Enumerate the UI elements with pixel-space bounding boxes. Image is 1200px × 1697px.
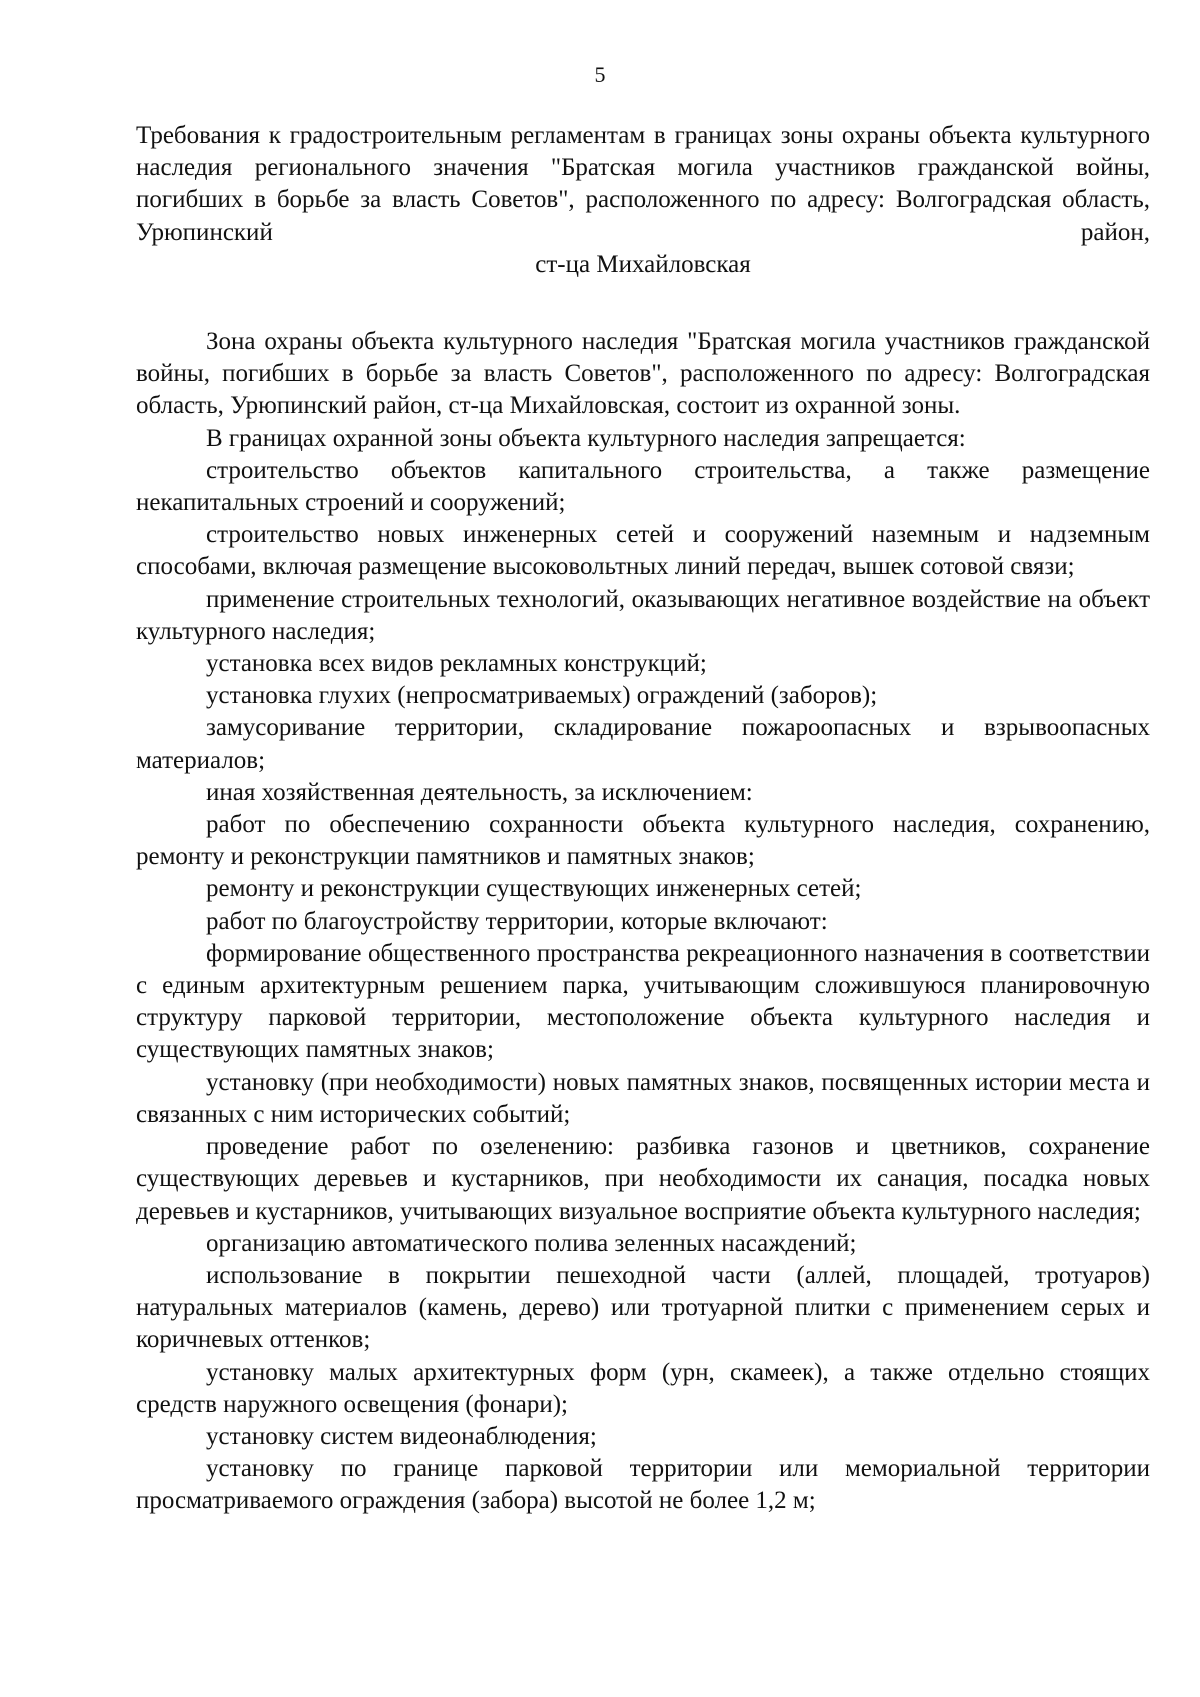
paragraph: В границах охранной зоны объекта культурного наследия запрещается: xyxy=(206,424,966,452)
list-item: работ по благоустройству территории, которые включают: xyxy=(206,907,828,935)
list-item: организацию автоматического полива зеленных насаждений; xyxy=(206,1229,857,1257)
section-heading xyxy=(136,120,1150,281)
list-item: проведение работ по озеленению: разбивка газонов и цветников, сохранение существующих деревьев и кустарников, при необходимости их санация, посадка новых деревьев и кустарников, учитывающих визуальное восприятие объекта культурного наследия; xyxy=(136,1133,1150,1225)
list-item: строительство объектов капитального строительства, а также размещение некапитальных строений и сооружений; xyxy=(136,456,1150,517)
list-item: применение строительных технологий, оказывающих негативное воздействие на объект культурного наследия; xyxy=(136,585,1150,645)
list-item: установка глухих (непросматриваемых) ограждений (заборов); xyxy=(206,682,878,710)
list-item: строительство новых инженерных сетей и сооружений наземным и надземным способами, включая размещение высоковольтных линий передач, вышек сотовой связи; xyxy=(136,521,1150,581)
list-item: использование в покрытии пешеходной части (аллей, площадей, тротуаров) натуральных материалов (камень, дерево) или тротуарной плитки с применением серых и коричневых оттенков; xyxy=(136,1261,1150,1354)
document-body xyxy=(136,326,1150,1518)
list-item: установку по границе парковой территории или мемориальной территории просматриваемого ограждения (забора) высотой не более 1,2 м; xyxy=(136,1455,1150,1515)
list-item: установку малых архитектурных форм (урн, скамеек), а также отдельно стоящих средств наружного освещения (фонари); xyxy=(136,1358,1150,1418)
document-content xyxy=(136,120,1150,1518)
heading-last-line: ст-ца Михайловская xyxy=(535,250,751,278)
list-item: работ по обеспечению сохранности объекта культурного наследия, сохранению, ремонту и реконструкции памятников и памятных знаков; xyxy=(136,811,1150,871)
list-item: установка всех видов рекламных конструкций; xyxy=(206,650,707,678)
list-item: иная хозяйственная деятельность, за исключением: xyxy=(206,778,753,806)
list-item: замусоривание территории, складирование пожароопасных и взрывоопасных материалов; xyxy=(136,714,1150,774)
paragraph: Зона охраны объекта культурного наследия "Братская могила участников гражданской войны, погибших в борьбе за власть Советов", расположенного по адресу: Волгоградская область, Урюпинский район, ст-ца Михайловская, состоит из охранной зоны. xyxy=(136,328,1150,420)
list-item: установку (при необходимости) новых памятных знаков, посвященных истории места и связанных с ним исторических событий; xyxy=(136,1068,1150,1128)
page-number: 5 xyxy=(594,62,606,87)
list-item: ремонту и реконструкции существующих инженерных сетей; xyxy=(206,875,862,903)
list-item: формирование общественного пространства рекреационного назначения в соответствии с единым архитектурным решением парка, учитывающим сложившуюся планировочную структуру парковой территории, местоположение объекта культурного наследия и существующих памятных знаков; xyxy=(136,939,1150,1064)
heading-text: Требования к градостроительным регламентам в границах зоны охраны объекта культурного наследия регионального значения "Братская могила участников гражданской войны, погибших в борьбе за власть Советов", расположенного по адресу: Волгоградская область, Урюпинский район, xyxy=(136,122,1150,246)
list-item: установку систем видеонаблюдения; xyxy=(206,1422,597,1450)
